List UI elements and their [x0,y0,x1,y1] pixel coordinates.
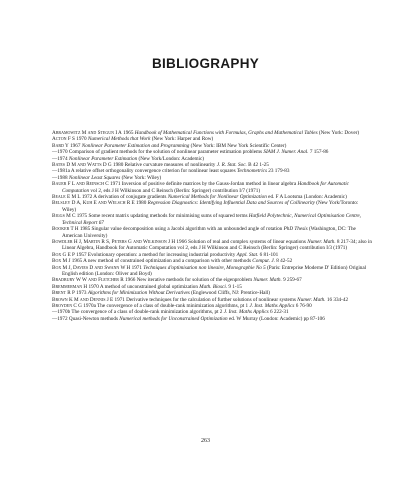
reference-au: Bowdler H J, Martin R S, Peters G and Wilkinson J H [52,238,176,245]
reference-rest: 1971 Derivative techniques for the calculation of further solutions of nonlinear systems [113,296,298,303]
reference-rest: 1971 [130,264,144,271]
reference-it: PhD Thesis [283,226,308,233]
reference-it: Regression Diagnostics: Identifying Influential Data and Sources of Collinearity [147,200,315,207]
reference-au: Beale E M L [52,194,81,201]
reference-tail: 6 222-31 [268,309,289,316]
reference-tail: (New York: Dover) [317,130,360,136]
reference-rest: —1972 Quasi-Newton methods [52,315,120,322]
reference-rest: 1965 A new method of constrained optimization and a comparison with other methods [70,258,253,265]
reference-rest: —1970 Comparison of gradient methods for the solution of nonlinear parameter estimation problems [52,149,264,156]
reference-it: Numerical Methods for Nonlinear Optimization [167,194,267,201]
reference-au: Bard Y [52,142,69,149]
reference-au: Bates D M and Watts D G [52,162,112,169]
reference-it: Handbook for Automatic Computation [62,181,349,194]
reference-rest: —1981a A relative offset orthogonality convergence criterion for nonlinear least squares [52,168,237,175]
reference-list [52,130,372,322]
reference-rest: 1970a The convergence of a class of double-rank minimization algorithms, pt 1 [81,302,250,309]
reference-tail: (Washington, DC: The American University) [62,226,356,239]
reference-au: Bradbury W W and Fletcher R [52,277,124,284]
reference-it: Numer. Math. [253,277,282,284]
reference-rest: 1980 Relative curvature measures of nonlinearity [111,162,217,169]
reference-au: Box G E P [52,251,75,258]
reference-tail: vol 2, eds J H Wilkinson and C Reinsch (Berlin: Springer) contribution I/7 (1971) [89,187,261,194]
reference-tail: (New York/Toronto: Wiley) [62,200,359,213]
reference-it: J. Inst. Maths Applics [223,309,269,316]
reference-rest: 1980 [134,200,148,207]
reference-au: Box M J [52,258,71,265]
reference-rest: 1972 A derivation of conjugate gradients [80,194,168,201]
reference-entry [52,200,372,213]
reference-entry [52,265,372,278]
reference-tail: 16 334-42 [325,296,349,303]
reference-it: Hatfield Polytechnic, Numerical Optimisation Centre, Technical Report 67 [62,213,361,226]
reference-tail: 9 259-67 [281,277,302,284]
reference-au: Broyden C G [52,302,82,309]
reference-entry [52,181,372,194]
reference-tail: 6 81-101 [258,251,279,258]
reference-au: Biggs M C [52,213,76,220]
reference-tail: (New York: IBM New York Scientific Center) [189,142,287,149]
reference-rest: 1985 Singular value decomposition using a Jacobi algorithm with an unbounded angle of rotation [78,226,284,233]
reference-tail: 7 157-86 [308,149,329,156]
reference-rest: 1965 [121,130,135,136]
reference-it: J. R. Stat. Soc. [216,162,247,169]
reference-au: Acton F S [52,136,75,143]
reference-tail: 8 217-34; also in Linear Algebra, Handbook for Automatic Computation vol 2, eds J H Wilkinson and C Reinsch (Berlin: Springer) contribution I/3 (1971) [62,238,372,252]
reference-au: Belsley D A, Kuh E and Welsch R E [52,200,135,207]
reference-entry [52,213,372,226]
reference-rest: —1974 [52,155,69,162]
reference-au: Brent R P [52,290,75,297]
reference-rest: 1966 Solution of real and complex systems of linear equations [175,238,308,245]
reference-tail: (Paris: Entreprise Moderne D' Edition) Original English edition (London: Oliver and Boyd) [62,264,367,277]
reference-entry [52,226,372,239]
reference-rest: 1970 [74,136,88,143]
reference-entry [52,316,372,322]
reference-rest: —1970b The convergence of a class of double-rank minimization algorithms, pt 2 [52,309,224,316]
reference-rest: 1967 [68,142,82,149]
reference-rest: —1988 [52,174,69,181]
reference-au: Bremmerman H [52,283,88,290]
reference-rest: 1971 Inversion of positive definite matrices by the Gauss-Jordan method in linear algebra [108,181,298,188]
reference-au: Booker T H [52,226,79,233]
reference-it: J. Inst. Maths Applics [249,302,295,309]
reference-tail: 23 179-83 [267,168,290,175]
reference-it: Numerical methods for Unconstrained Optimization [119,315,228,322]
reference-tail: ed. W Murray (London: Academic) pp 87-106 [227,315,325,322]
reference-it: Comput. J. [252,258,275,265]
reference-it: SIAM J. Numer. Anal. [263,149,309,156]
reference-tail: (New York/London: Academic) [137,155,205,162]
reference-it: Math. Biosci. [199,283,228,290]
reference-it: Techniques d'optimisation non lineaire, Monographie No 5 [143,264,266,271]
reference-it: Nonlinear Parameter Estimation and Programming [81,142,190,149]
reference-tail: ed. F A Lootsma (London: Academic) [266,194,347,201]
reference-rest: 1975 Some recent matrix updating methods for minimising sums of squared terms [75,213,249,220]
reference-it: Nonlinear Least Squares [68,174,121,181]
reference-au: Bauer F L and Reinsch C [52,181,109,188]
reference-tail: (Englewood Cliffs, NJ: Prentice-Hall) [189,290,270,297]
reference-it: Numer. Math. [307,238,336,245]
reference-tail: 8 42-52 [274,258,293,265]
reference-tail: 6 76-90 [294,302,312,309]
reference-tail: (New York: Harper and Row) [150,136,214,143]
reference-tail: 9 1-15 [227,283,242,290]
reference-it: Numerical Methods that Work [87,136,151,143]
reference-it: Algorithms for Minimization Without Derivatives [87,290,190,297]
reference-it: Numer. Math. [297,296,326,303]
reference-entry [52,239,372,252]
reference-rest: 1973 [74,290,88,297]
reference-rest: 1970 A method of unconstrained global optimization [87,283,200,290]
reference-tail: B 42 1-25 [246,162,269,169]
reference-rest: 1966 New iterative methods for solution of the eigenproblem [123,277,254,284]
reference-it: Appl. Stat. [236,251,259,258]
reference-it: Nonlinear Parameter Estimation [68,155,138,162]
page-title: BIBLIOGRAPHY [151,56,260,71]
reference-au: Box M J, Davies D and Swann W H [52,264,131,271]
reference-it: Handbook of Mathematical Functions with Formulas, Graphs and Mathematical Tables [134,130,318,136]
page-number: 263 [201,438,210,444]
reference-au: Brown K M and Dennis J E [52,296,114,303]
reference-au: Abramowitz M and Stegun I A [52,130,122,136]
reference-tail: (New York: Wiley) [120,174,162,181]
reference-rest: 1957 Evolutionary operation: a method for increasing industrial productivity [74,251,237,258]
reference-it: Technometrics [236,168,267,175]
